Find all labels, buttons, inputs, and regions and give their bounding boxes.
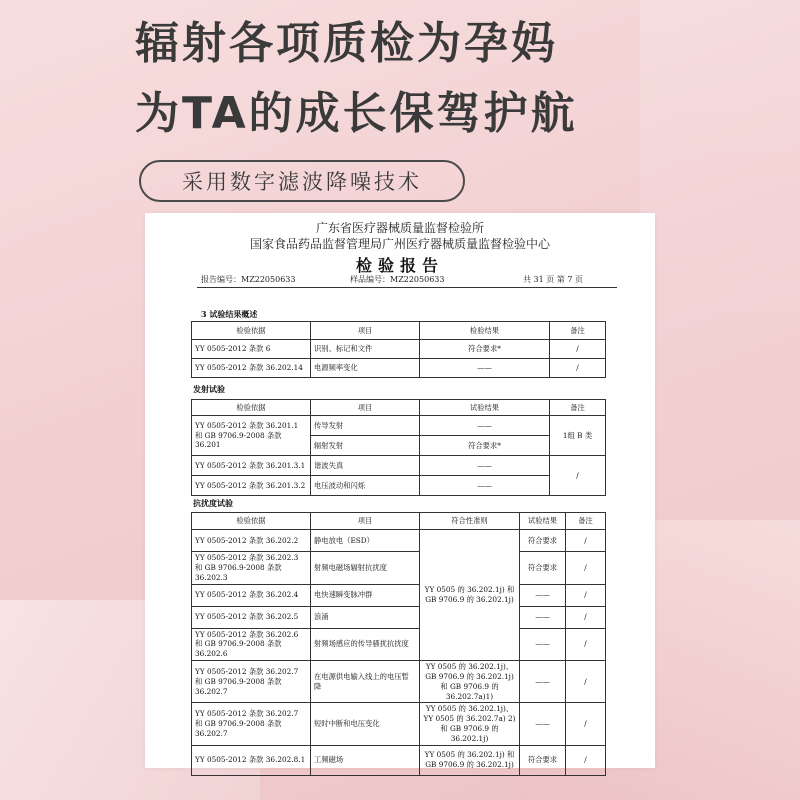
item-cell: 短时中断和电压变化 bbox=[311, 703, 420, 745]
table-row bbox=[192, 340, 606, 359]
column-header: 备注 bbox=[550, 322, 606, 340]
header-rule bbox=[197, 287, 617, 288]
item-cell: 电快速瞬变脉冲群 bbox=[311, 584, 420, 606]
table-row bbox=[192, 745, 606, 775]
basis-cell: YY 0505-2012 条款 36.202.4 bbox=[192, 584, 311, 606]
item-cell: 浪涌 bbox=[311, 606, 420, 628]
basis-cell: YY 0505-2012 条款 36.201.3.2 bbox=[192, 476, 311, 496]
note-cell: / bbox=[566, 745, 606, 775]
headline-line-1: 辐射各项质检为孕妈 bbox=[135, 18, 558, 69]
table-row bbox=[192, 584, 606, 606]
item-cell: 识别、标记和文件 bbox=[311, 340, 420, 359]
column-header: 项目 bbox=[311, 513, 420, 530]
column-header: 检验结果 bbox=[420, 322, 550, 340]
table-row bbox=[192, 530, 606, 552]
result-cell: 符合要求* bbox=[420, 436, 550, 456]
basis-cell: YY 0505-2012 条款 36.202.6 和 GB 9706.9-2008 条款 36.202.6 bbox=[192, 628, 311, 661]
column-header: 项目 bbox=[311, 322, 420, 340]
note-cell: / bbox=[566, 530, 606, 552]
table-header-row bbox=[192, 400, 606, 416]
item-cell: 射频场感应的传导骚扰抗扰度 bbox=[311, 628, 420, 661]
basis-cell: YY 0505-2012 条款 36.201.1 和 GB 9706.9-2008 条款 36.201 bbox=[192, 416, 311, 456]
basis-cell: YY 0505-2012 条款 36.202.14 bbox=[192, 359, 311, 378]
note-cell: / bbox=[550, 456, 606, 496]
result-cell: —— bbox=[520, 703, 566, 745]
result-cell: —— bbox=[420, 476, 550, 496]
basis-cell: YY 0505-2012 条款 6 bbox=[192, 340, 311, 359]
basis-cell: YY 0505-2012 条款 36.202.2 bbox=[192, 530, 311, 552]
result-cell: —— bbox=[520, 584, 566, 606]
headline-line-2: 为TA的成长保驾护航 bbox=[135, 88, 578, 139]
table-row bbox=[192, 456, 606, 476]
emission-test-table bbox=[191, 399, 606, 496]
table-row bbox=[192, 661, 606, 703]
basis-cell: YY 0505-2012 条款 36.201.3.1 bbox=[192, 456, 311, 476]
table-header-row bbox=[192, 513, 606, 530]
item-cell: 在电源供电输入线上的电压暂降 bbox=[311, 661, 420, 703]
item-cell: 传导发射 bbox=[311, 416, 420, 436]
immunity-test-table bbox=[191, 512, 606, 776]
result-cell: 符合要求 bbox=[520, 530, 566, 552]
result-cell: —— bbox=[520, 628, 566, 661]
criterion-cell: YY 0505 的 36.202.1j)、YY 0505 的 36.202.7a) 2) 和 GB 9706.9 的 36.202.1j) bbox=[420, 703, 520, 745]
note-cell: / bbox=[566, 584, 606, 606]
note-cell: / bbox=[566, 703, 606, 745]
table-row bbox=[192, 416, 606, 436]
note-cell: / bbox=[550, 340, 606, 359]
item-cell: 静电放电（ESD） bbox=[311, 530, 420, 552]
criterion-cell: YY 0505 的 36.202.1j) 和 GB 9706.9 的 36.202.1j) bbox=[420, 745, 520, 775]
basis-cell: YY 0505-2012 条款 36.202.7 和 GB 9706.9-2008 条款 36.202.7 bbox=[192, 661, 311, 703]
result-cell: —— bbox=[520, 606, 566, 628]
result-cell: —— bbox=[420, 456, 550, 476]
item-cell: 射频电磁场辐射抗扰度 bbox=[311, 552, 420, 585]
note-cell: / bbox=[566, 628, 606, 661]
section-title: 3 试验结果概述 bbox=[201, 309, 258, 319]
result-cell: 符合要求 bbox=[520, 552, 566, 585]
item-cell: 工频磁场 bbox=[311, 745, 420, 775]
table-row bbox=[192, 552, 606, 585]
sample-number: 样品编号：MZ22050633 bbox=[350, 275, 445, 284]
note-cell: / bbox=[566, 661, 606, 703]
inspection-report-document bbox=[145, 213, 655, 768]
result-cell: 符合要求* bbox=[420, 340, 550, 359]
column-header: 检验依据 bbox=[192, 400, 311, 416]
page-info: 共 31 页 第 7 页 bbox=[523, 275, 583, 284]
table-row bbox=[192, 628, 606, 661]
item-cell: 电压波动和闪烁 bbox=[311, 476, 420, 496]
column-header: 符合性准则 bbox=[420, 513, 520, 530]
item-cell: 谐波失真 bbox=[311, 456, 420, 476]
note-cell: / bbox=[566, 552, 606, 585]
column-header: 试验结果 bbox=[420, 400, 550, 416]
report-org-line-1: 广东省医疗器械质量监督检验所 bbox=[315, 221, 484, 235]
criterion-cell: YY 0505 的 36.202.1j)、GB 9706.9 的 36.202.1j) 和 GB 9706.9 的 36.202.7a)1) bbox=[420, 661, 520, 703]
column-header: 检验依据 bbox=[192, 322, 311, 340]
column-header: 试验结果 bbox=[520, 513, 566, 530]
criterion-cell: YY 0505 的 36.202.1j) 和 GB 9706.9 的 36.202.1j) bbox=[420, 530, 520, 661]
note-cell: / bbox=[566, 606, 606, 628]
item-cell: 电源频率变化 bbox=[311, 359, 420, 378]
basis-cell: YY 0505-2012 条款 36.202.3 和 GB 9706.9-2008 条款 36.202.3 bbox=[192, 552, 311, 585]
table-row bbox=[192, 476, 606, 496]
note-cell: / bbox=[550, 359, 606, 378]
result-cell: —— bbox=[420, 416, 550, 436]
emission-section-title: 发射试验 bbox=[193, 384, 225, 394]
report-org-line-2: 国家食品药品监督管理局广州医疗器械质量监督检验中心 bbox=[249, 237, 550, 251]
table-header-row bbox=[192, 322, 606, 340]
report-title: 检验报告 bbox=[355, 256, 444, 275]
column-header: 备注 bbox=[566, 513, 606, 530]
immunity-section-title: 抗扰度试验 bbox=[193, 498, 233, 508]
item-cell: 辐射发射 bbox=[311, 436, 420, 456]
basis-cell: YY 0505-2012 条款 36.202.7 和 GB 9706.9-2008 条款 36.202.7 bbox=[192, 703, 311, 745]
table-row bbox=[192, 703, 606, 745]
column-header: 项目 bbox=[311, 400, 420, 416]
result-cell: 符合要求 bbox=[520, 745, 566, 775]
result-cell: —— bbox=[420, 359, 550, 378]
result-cell: —— bbox=[520, 661, 566, 703]
results-overview-table bbox=[191, 321, 606, 378]
report-number: 报告编号：MZ22050633 bbox=[201, 275, 296, 284]
basis-cell: YY 0505-2012 条款 36.202.5 bbox=[192, 606, 311, 628]
note-cell: 1组 B 类 bbox=[550, 416, 606, 456]
table-row bbox=[192, 359, 606, 378]
basis-cell: YY 0505-2012 条款 36.202.8.1 bbox=[192, 745, 311, 775]
column-header: 检验依据 bbox=[192, 513, 311, 530]
column-header: 备注 bbox=[550, 400, 606, 416]
table-row bbox=[192, 606, 606, 628]
feature-badge: 采用数字滤波降噪技术 bbox=[139, 160, 465, 202]
